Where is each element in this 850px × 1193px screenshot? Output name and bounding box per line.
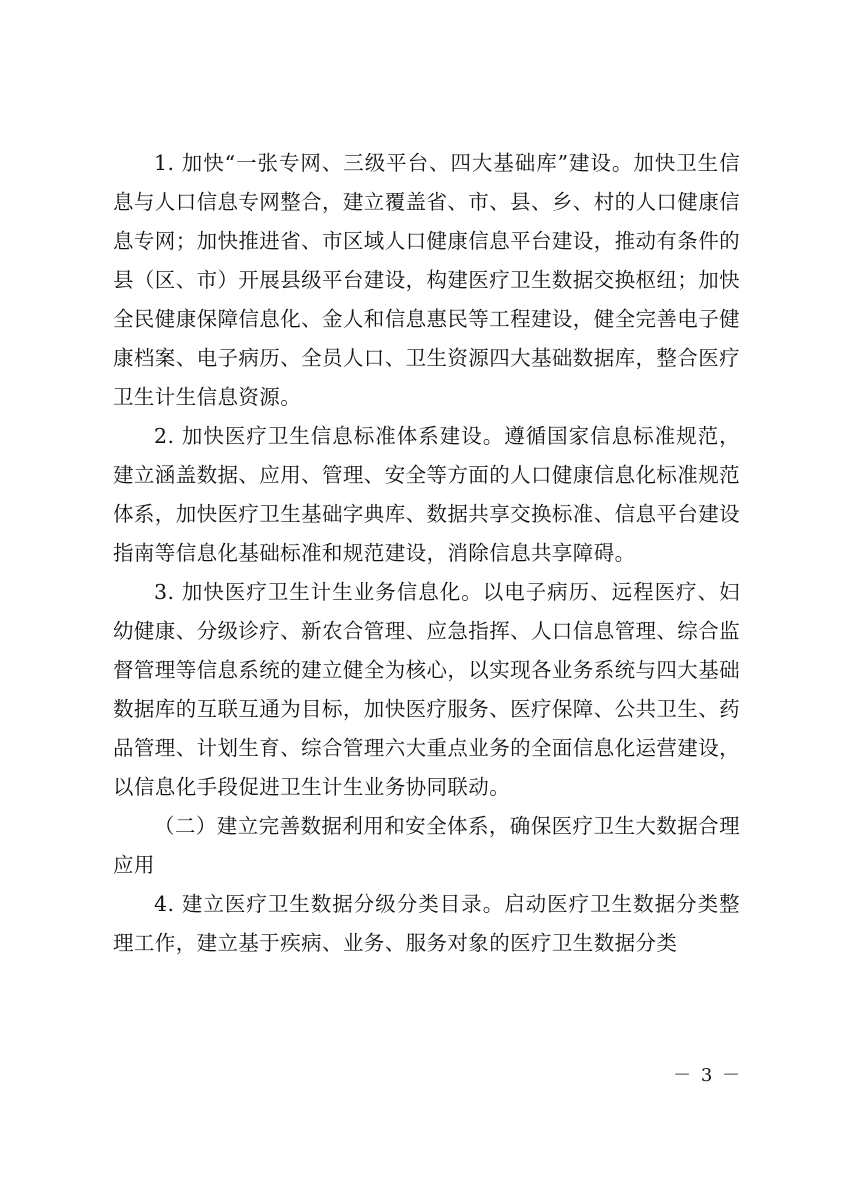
document-body [113, 144, 740, 963]
section-heading: （二）建立完善数据利用和安全体系，确保医疗卫生大数据合理应用 [113, 814, 740, 877]
paragraph-item-4: 4. 建立医疗卫生数据分级分类目录。启动医疗卫生数据分类整理工作，建立基于疾病、业务、服务对象的医疗卫生数据分类 [113, 892, 740, 955]
paragraph-item-2: 2. 加快医疗卫生信息标准体系建设。遵循国家信息标准规范，建立涵盖数据、应用、管理、安全等方面的人口健康信息化标准规范体系，加快医疗卫生基础字典库、数据共享交换标准、信息平台建设指南等信息化基础标准和规范建设，消除信息共享障碍。 [113, 424, 740, 565]
page-number: － 3 － [673, 1065, 742, 1086]
paragraph-item-1: 1. 加快“一张专网、三级平台、四大基础库”建设。加快卫生信息与人口信息专网整合，建立覆盖省、市、县、乡、村的人口健康信息专网；加快推进省、市区域人口健康信息平台建设，推动有条件的县（区、市）开展县级平台建设，构建医疗卫生数据交换枢纽；加快全民健康保障信息化、金人和信息惠民等工程建设，健全完善电子健康档案、电子病历、全员人口、卫生资源四大基础数据库，整合医疗卫生计生信息资源。 [113, 151, 740, 409]
paragraph-item-3: 3. 加快医疗卫生计生业务信息化。以电子病历、远程医疗、妇幼健康、分级诊疗、新农合管理、应急指挥、人口信息管理、综合监督管理等信息系统的建立健全为核心，以实现各业务系统与四大基础数据库的互联互通为目标，加快医疗服务、医疗保障、公共卫生、药品管理、计划生育、综合管理六大重点业务的全面信息化运营建设，以信息化手段促进卫生计生业务协同联动。 [113, 580, 740, 799]
